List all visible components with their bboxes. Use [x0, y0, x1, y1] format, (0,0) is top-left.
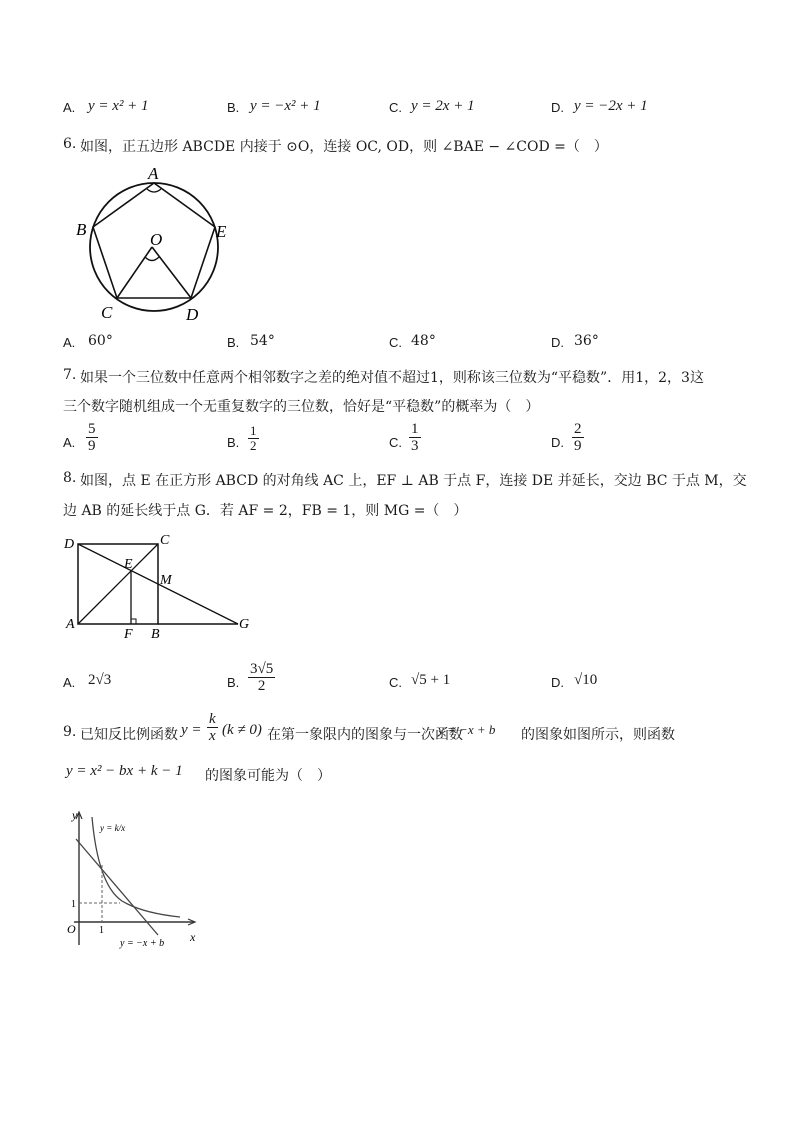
q6-number: 6. — [63, 136, 77, 152]
q5-option-d-label: D. — [551, 100, 564, 115]
q6-option-c-value: 48° — [411, 333, 436, 349]
q8-option-a-label: A. — [63, 675, 76, 690]
q6-label-e: E — [216, 222, 227, 241]
q9-line-label: y = −x + b — [120, 938, 165, 949]
q9-origin-label: O — [67, 922, 76, 936]
q8-option-b-num: 3√5 — [250, 661, 274, 677]
q7-option-a-den: 9 — [88, 438, 96, 454]
q7-option-c-den: 3 — [411, 438, 419, 454]
q9-frac-num: k — [209, 711, 216, 727]
q9-text-a: 已知反比例函数 — [80, 727, 178, 743]
q8-option-b-fraction — [248, 661, 275, 694]
q7-option-a-fraction — [86, 421, 98, 454]
q8-square-figure — [58, 530, 268, 645]
q6-option-d-label: D. — [551, 335, 564, 350]
q8-label-g: G — [239, 617, 250, 632]
q6-label-c: C — [101, 303, 113, 322]
q7-stem-line2: 三个数字随机组成一个无重复数字的三位数，恰好是“平稳数”的概率为（ ） — [63, 399, 540, 415]
q6-stem: 如图，正五边形 ABCDE 内接于 ⊙O，连接 OC, OD，则 ∠BAE − ∠COD =（ ） — [80, 139, 608, 155]
q9-quadratic: y = x² − bx + k − 1 — [66, 763, 183, 779]
q7-option-c-fraction — [409, 421, 421, 454]
q7-stem-line1: 如果一个三位数中任意两个相邻数字之差的绝对值不超过1，则称该三位数为“平稳数”．用1，2，3这 — [80, 370, 704, 386]
q9-axis-x-label: x — [190, 930, 196, 944]
q9-axis-y-label: y — [72, 808, 78, 822]
q7-option-a-label: A. — [63, 435, 76, 450]
q9-tick-x-1: 1 — [99, 925, 104, 936]
q9-y-eq: y = — [181, 722, 202, 738]
q7-option-b-den: 2 — [250, 438, 257, 453]
q8-option-b-den: 2 — [257, 678, 266, 694]
q9-number: 9. — [63, 724, 77, 740]
q8-option-a-math: 2√3 — [88, 672, 112, 688]
q6-option-a-value: 60° — [88, 333, 113, 349]
q7-option-c-num: 1 — [411, 421, 419, 437]
q8-option-c-math: √5 + 1 — [411, 672, 451, 688]
q9-text-c: 的图象如图所示，则函数 — [521, 727, 675, 743]
q9-inverse-fraction — [207, 711, 218, 744]
q6-label-o: O — [150, 230, 163, 249]
q8-label-e: E — [124, 557, 133, 572]
q6-option-b-value: 54° — [250, 333, 275, 349]
q8-option-d-math: √10 — [574, 672, 598, 688]
q8-stem-line1: 如图，点 E 在正方形 ABCD 的对角线 AC 上，EF ⊥ AB 于点 F，连接 DE 并延长，交边 BC 于点 M，交 — [80, 473, 747, 489]
q6-label-d: D — [186, 305, 199, 324]
q8-number: 8. — [63, 470, 77, 486]
q6-label-b: B — [76, 220, 87, 239]
q6-option-d-value: 36° — [574, 333, 599, 349]
q8-option-d-label: D. — [551, 675, 564, 690]
q7-option-b-label: B. — [227, 435, 240, 450]
q8-label-b: B — [151, 627, 160, 642]
q7-number: 7. — [63, 367, 77, 383]
q9-text-d: 的图象可能为（ ） — [205, 768, 331, 784]
q9-text-b: 在第一象限内的图象与一次函数 — [267, 727, 463, 743]
q5-option-a-math: y = x² + 1 — [88, 98, 149, 114]
q8-option-c-label: C. — [389, 675, 402, 690]
q6-option-c-label: C. — [389, 335, 402, 350]
q8-label-a: A — [66, 617, 75, 632]
q7-option-d-num: 2 — [574, 421, 582, 437]
q8-label-f: F — [124, 627, 133, 642]
q5-option-b-math: y = −x² + 1 — [250, 98, 321, 114]
q8-label-c: C — [160, 533, 170, 548]
q5-option-c-math: y = 2x + 1 — [411, 98, 475, 114]
q5-option-b-label: B. — [227, 100, 240, 115]
q9-linear: y = −x + b — [438, 722, 496, 737]
q9-tick-y-1: 1 — [71, 899, 76, 910]
q7-option-a-num: 5 — [88, 421, 96, 437]
q8-option-b-label: B. — [227, 675, 240, 690]
q6-pentagon-figure — [70, 165, 250, 325]
q8-stem-line2: 边 AB 的延长线于点 G．若 AF = 2，FB = 1，则 MG =（ ） — [63, 503, 468, 519]
q5-option-a-label: A. — [63, 100, 76, 115]
q6-label-a: A — [148, 165, 159, 183]
q9-hyperbola-label: y = k/x — [100, 823, 126, 833]
q6-option-b-label: B. — [227, 335, 240, 350]
q5-option-c-label: C. — [389, 100, 402, 115]
q5-option-d-math: y = −2x + 1 — [574, 98, 648, 114]
q7-option-b-num: 1 — [250, 423, 257, 438]
q7-option-d-label: D. — [551, 435, 564, 450]
q9-condition: (k ≠ 0) — [222, 722, 262, 738]
q7-option-b-fraction — [248, 424, 259, 453]
q6-option-a-label: A. — [63, 335, 76, 350]
q9-frac-den: x — [209, 728, 216, 744]
q8-label-m: M — [160, 573, 172, 588]
q9-graph-figure — [62, 805, 202, 953]
q7-option-c-label: C. — [389, 435, 402, 450]
q8-label-d: D — [64, 537, 75, 552]
q7-option-d-fraction — [572, 421, 584, 454]
q7-option-d-den: 9 — [574, 438, 582, 454]
